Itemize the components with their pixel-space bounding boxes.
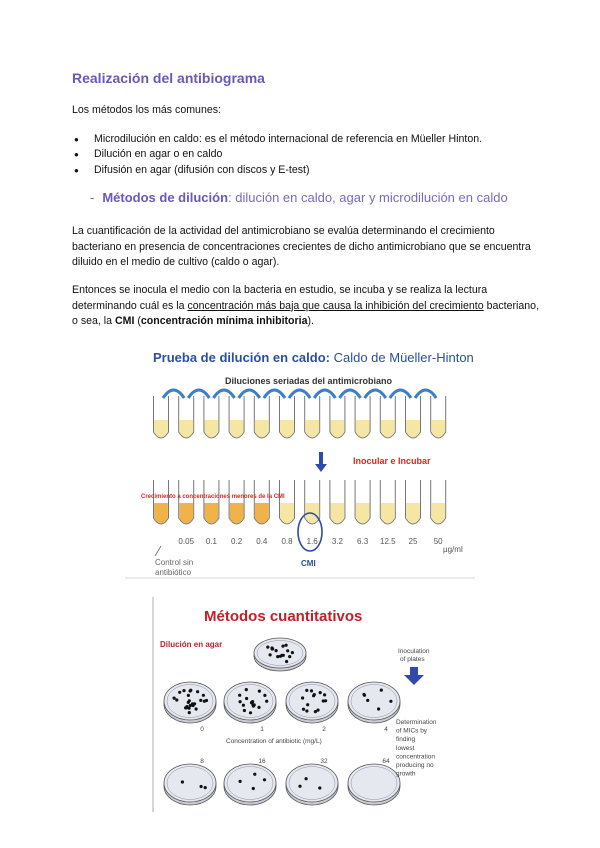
tube-bottom-medium — [205, 503, 219, 524]
mic-determination-label: Determination of MICs by finding lowest concentration producing no growth — [396, 719, 437, 778]
para2-text-c: ( — [134, 315, 141, 327]
concentration-tick: 25 — [408, 537, 418, 546]
down-arrow-icon — [404, 667, 424, 685]
agar-plate — [254, 638, 306, 671]
fig1-title-rest: Caldo de Müeller-Hinton — [329, 350, 474, 365]
dilution-arrow — [390, 390, 411, 398]
concentration-tick: 3.2 — [331, 537, 343, 546]
cmi-label: CMI — [301, 559, 316, 568]
fig1-title-bold: Prueba de dilución en caldo: — [153, 350, 330, 365]
svg-text:Prueba de dilución en caldo: C — [153, 350, 474, 365]
concentration-tick: 0.2 — [231, 537, 243, 546]
concentration-tick: 12.5 — [380, 537, 396, 546]
fig2-title: Métodos cuantitativos — [204, 608, 363, 625]
para2-text-d: ). — [307, 315, 314, 327]
unit-label: µg/ml — [443, 545, 463, 554]
tube-bottom-medium — [280, 503, 294, 524]
dilution-arrow — [289, 390, 310, 398]
control-label-1: Control sin — [155, 558, 194, 567]
tube-bottom-medium — [230, 503, 244, 524]
agar-plate — [164, 682, 216, 723]
plate-label: 1 — [260, 726, 264, 733]
tube-bottom-medium — [431, 503, 445, 524]
dash-marker: - — [90, 190, 95, 205]
dilution-arrow — [239, 390, 260, 398]
down-arrow-icon — [315, 452, 327, 472]
agar-dilution-figure — [152, 597, 437, 812]
dilution-arrow — [339, 390, 360, 398]
paragraph-quantification: La cuantificación de la actividad del antimicrobiano se evalúa determinando el crecimiento bacteriano en presencia de concentraciones crecientes de dicho antimicrobiano que se encuentra diluido en el medio de cultivo (caldo o agar). — [72, 225, 531, 268]
dilution-arrow — [314, 390, 335, 398]
tube-bottom-medium — [406, 503, 420, 524]
dilution-arrow — [163, 390, 184, 398]
agar-plate — [164, 764, 216, 805]
dilution-arrow — [188, 390, 209, 398]
tube-bottom-medium — [255, 503, 269, 524]
fig2-subtitle: Dilución en agar — [160, 640, 223, 649]
concentration-tick: 6.3 — [357, 537, 369, 546]
plate-label: 64 — [382, 758, 390, 765]
methods-list — [72, 132, 482, 178]
agar-plate — [348, 764, 400, 805]
concentration-tick: 0.1 — [205, 537, 217, 546]
tube-bottom-medium — [331, 503, 345, 524]
plate-label: 4 — [384, 726, 388, 733]
control-label-2: antibiótico — [155, 568, 192, 577]
page-title: Realización del antibiograma — [72, 70, 265, 86]
plate-label: 16 — [258, 758, 266, 765]
concentration-labels — [178, 537, 443, 546]
tube-bottom-medium — [154, 503, 168, 524]
bottom-tube-row — [154, 480, 446, 524]
intro-text: Los métodos los más comunes: — [72, 104, 221, 116]
list-item: ● Microdilución en caldo: es el método internacional de referencia en Müeller Hinton. — [72, 132, 482, 147]
subheading-bold: Métodos de dilución — [102, 190, 229, 205]
list-item: ● Dilución en agar o en caldo — [72, 147, 482, 162]
mic-determination-text — [396, 719, 437, 778]
agar-plate — [286, 682, 338, 723]
top-tube-row — [154, 396, 446, 438]
inoculum-plate — [254, 638, 306, 671]
para2-text-a: Entonces se inocula el medio con la bacteria en estudio, se incuba y se realiza la lectura determinando cuál es la — [72, 284, 488, 312]
subheading-rest: : dilución en caldo, agar y microdilución en caldo — [228, 190, 508, 205]
agar-plate — [224, 764, 276, 805]
broth-dilution-figure — [125, 340, 475, 580]
dilution-arrow — [213, 390, 234, 398]
para2-underlined: concentración más baja que causa la inhibición del crecimiento — [187, 299, 484, 312]
concentration-tick: 0.8 — [281, 537, 293, 546]
cmi-abbrev: CMI — [115, 315, 135, 327]
inoculate-label: Inocular e Incubar — [353, 456, 431, 466]
para2-text-b: bacteriano, o sea, la — [72, 299, 540, 327]
section-subheading — [90, 190, 508, 205]
concentration-tick: 0.4 — [256, 537, 268, 546]
dilution-arrow — [365, 390, 386, 398]
serial-dilutions-label: Diluciones seriadas del antimicrobiano — [225, 376, 393, 386]
plate-label: 2 — [322, 726, 326, 733]
concentration-tick: 1.6 — [306, 537, 318, 546]
plate-label: 0 — [200, 726, 204, 733]
plate-concentration-labels — [200, 726, 390, 765]
dilution-arrow — [415, 390, 436, 398]
paragraph-inoculation — [72, 283, 542, 330]
inoculation-label-1: Inoculation — [398, 648, 430, 655]
concentration-tick: 0.05 — [178, 537, 194, 546]
control-pointer — [155, 546, 161, 556]
concentration-tick: 50 — [433, 537, 443, 546]
plate-label: 32 — [320, 758, 328, 765]
tube-bottom-medium — [356, 503, 370, 524]
cmi-full: concentración mínima inhibitoria — [140, 315, 308, 327]
plate-label: 8 — [200, 758, 204, 765]
growth-label: Crecimiento a concentraciones menores de la CMI — [141, 494, 285, 500]
inoculation-label-2: of plates — [400, 656, 425, 663]
tube-bottom-medium — [381, 503, 395, 524]
agar-plate — [348, 682, 400, 723]
agar-plate — [224, 682, 276, 723]
dilution-arrow — [264, 390, 285, 398]
list-item: ● Difusión en agar (difusión con discos y E-test) — [72, 163, 482, 178]
agar-plate — [286, 764, 338, 805]
tube-bottom-medium — [179, 503, 193, 524]
concentration-axis-label: Concentration of antibiotic (mg/L) — [226, 738, 322, 745]
